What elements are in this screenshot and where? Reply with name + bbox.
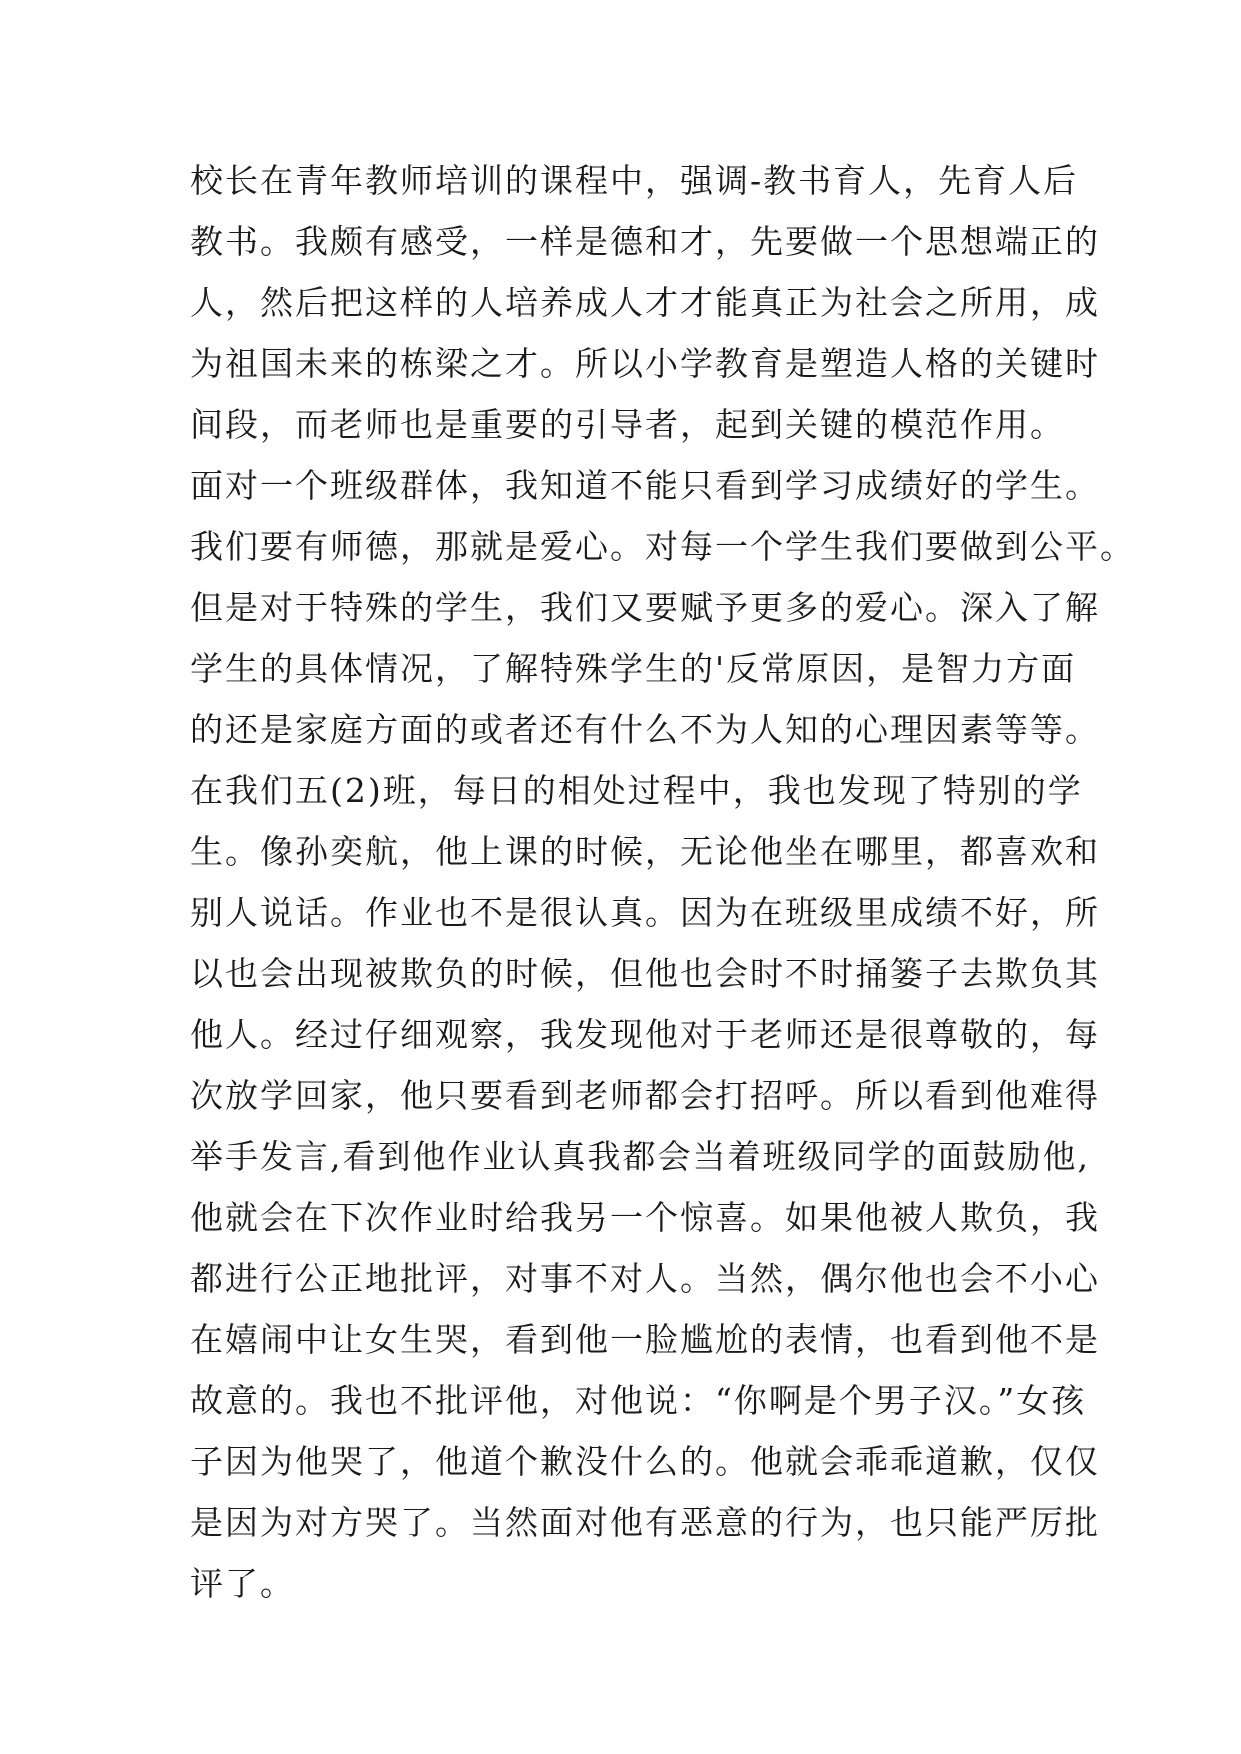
text-line: 间段，而老师也是重要的引导者，起到关键的模范作用。 [190, 405, 1065, 444]
text-line: 教书。我颇有感受，一样是德和才，先要做一个思想端正的 [190, 222, 1100, 261]
text-line: 人，然后把这样的人培养成人才才能真正为社会之所用，成 [190, 283, 1100, 322]
text-line: 但是对于特殊的学生，我们又要赋予更多的爱心。深入了解 [190, 588, 1100, 627]
text-line: 在嬉闹中让女生哭，看到他一脸尴尬的表情，也看到他不是 [190, 1320, 1100, 1359]
text-line: 是因为对方哭了。当然面对他有恶意的行为，也只能严厉批 [190, 1503, 1100, 1542]
text-line: 评了。 [190, 1564, 295, 1603]
text-line: 的还是家庭方面的或者还有什么不为人知的心理因素等等。 [190, 710, 1100, 749]
body-text [190, 150, 1135, 1614]
text-line: 我们要有师德，那就是爱心。对每一个学生我们要做到公平。 [190, 527, 1135, 566]
text-line: 故意的。我也不批评他，对他说：“你啊是个男子汉。”女孩 [190, 1381, 1087, 1420]
text-line: 面对一个班级群体，我知道不能只看到学习成绩好的学生。 [190, 466, 1100, 505]
text-line: 生。像孙奕航，他上课的时候，无论他坐在哪里，都喜欢和 [190, 832, 1100, 871]
text-line: 举手发言,看到他作业认真我都会当着班级同学的面鼓励他, [190, 1137, 1090, 1176]
text-line: 为祖国未来的栋梁之才。所以小学教育是塑造人格的关键时 [190, 344, 1100, 383]
text-line: 在我们五(2)班，每日的相处过程中，我也发现了特别的学 [190, 771, 1083, 810]
text-line: 校长在青年教师培训的课程中，强调-教书育人，先育人后 [190, 161, 1079, 200]
text-line: 他就会在下次作业时给我另一个惊喜。如果他被人欺负，我 [190, 1198, 1100, 1237]
text-line: 次放学回家，他只要看到老师都会打招呼。所以看到他难得 [190, 1076, 1100, 1115]
text-line: 都进行公正地批评，对事不对人。当然，偶尔他也会不小心 [190, 1259, 1100, 1298]
text-line: 别人说话。作业也不是很认真。因为在班级里成绩不好，所 [190, 893, 1100, 932]
text-line: 他人。经过仔细观察，我发现他对于老师还是很尊敬的，每 [190, 1015, 1100, 1054]
text-line: 学生的具体情况，了解特殊学生的'反常原因，是智力方面 [190, 649, 1077, 688]
text-line: 子因为他哭了，他道个歉没什么的。他就会乖乖道歉，仅仅 [190, 1442, 1100, 1481]
text-line: 以也会出现被欺负的时候，但他也会时不时捅篓子去欺负其 [190, 954, 1100, 993]
